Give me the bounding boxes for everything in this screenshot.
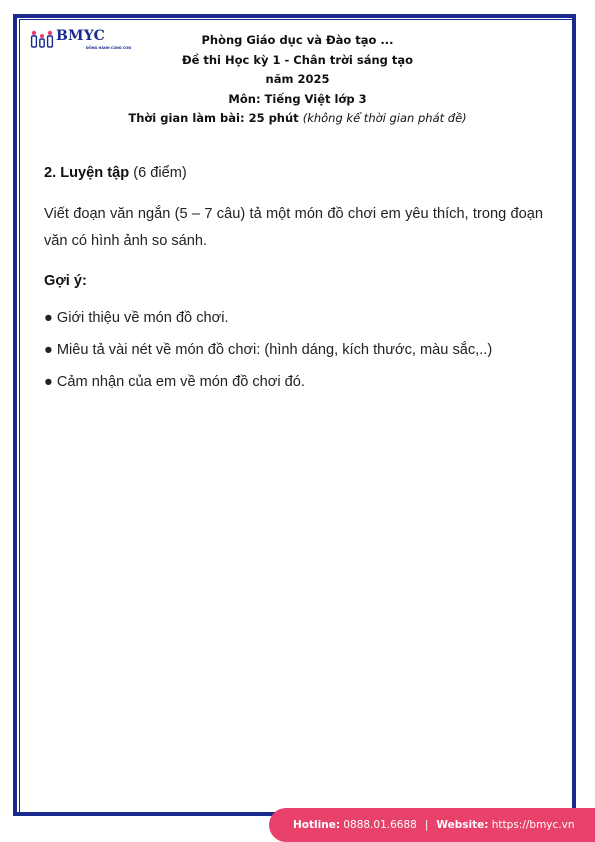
hotline-label: Hotline: xyxy=(293,819,341,831)
header-duration-label: Thời gian làm bài: 25 phút xyxy=(128,111,299,125)
exam-header xyxy=(0,28,595,129)
hint-label: Gợi ý: xyxy=(44,273,87,289)
header-subject: Môn: Tiếng Việt lớp 3 xyxy=(228,91,367,106)
exam-content xyxy=(44,160,543,402)
logo-text: BMYC xyxy=(56,28,106,44)
header-duration-note: (không kể thời gian phát đề) xyxy=(302,111,467,125)
page-border xyxy=(13,14,576,816)
hotline-value[interactable]: 0888.01.6688 xyxy=(343,819,417,831)
section-title: 2. Luyện tập xyxy=(44,165,130,181)
header-year: năm 2025 xyxy=(265,72,330,86)
website-link[interactable]: https://bmyc.vn xyxy=(491,819,575,831)
footer-bar xyxy=(269,808,595,842)
header-duration xyxy=(0,109,595,129)
logo-tagline: ĐỒNG HÀNH CÙNG CON xyxy=(86,46,132,50)
list-item: ● Giới thiệu về món đồ chơi. xyxy=(44,310,229,326)
list-item: ● Cảm nhận của em về món đồ chơi đó. xyxy=(44,374,305,390)
header-department: Phòng Giáo dục và Đào tạo ... xyxy=(201,33,394,47)
header-exam-title: Đề thi Học kỳ 1 - Chân trời sáng tạo xyxy=(181,52,414,67)
footer-separator: | xyxy=(424,819,429,831)
section-heading xyxy=(44,160,543,186)
website-label: Website: xyxy=(436,819,489,831)
list-item: ● Miêu tả vài nét về món đồ chơi: (hình dáng, kích thước, màu sắc,..) xyxy=(44,342,493,358)
section-points: (6 điểm) xyxy=(133,165,187,181)
section-prompt: Viết đoạn văn ngắn (5 – 7 câu) tả một món đồ chơi em yêu thích, trong đoạn văn có hình ảnh so sánh. xyxy=(44,206,543,249)
hint-list xyxy=(44,306,543,395)
